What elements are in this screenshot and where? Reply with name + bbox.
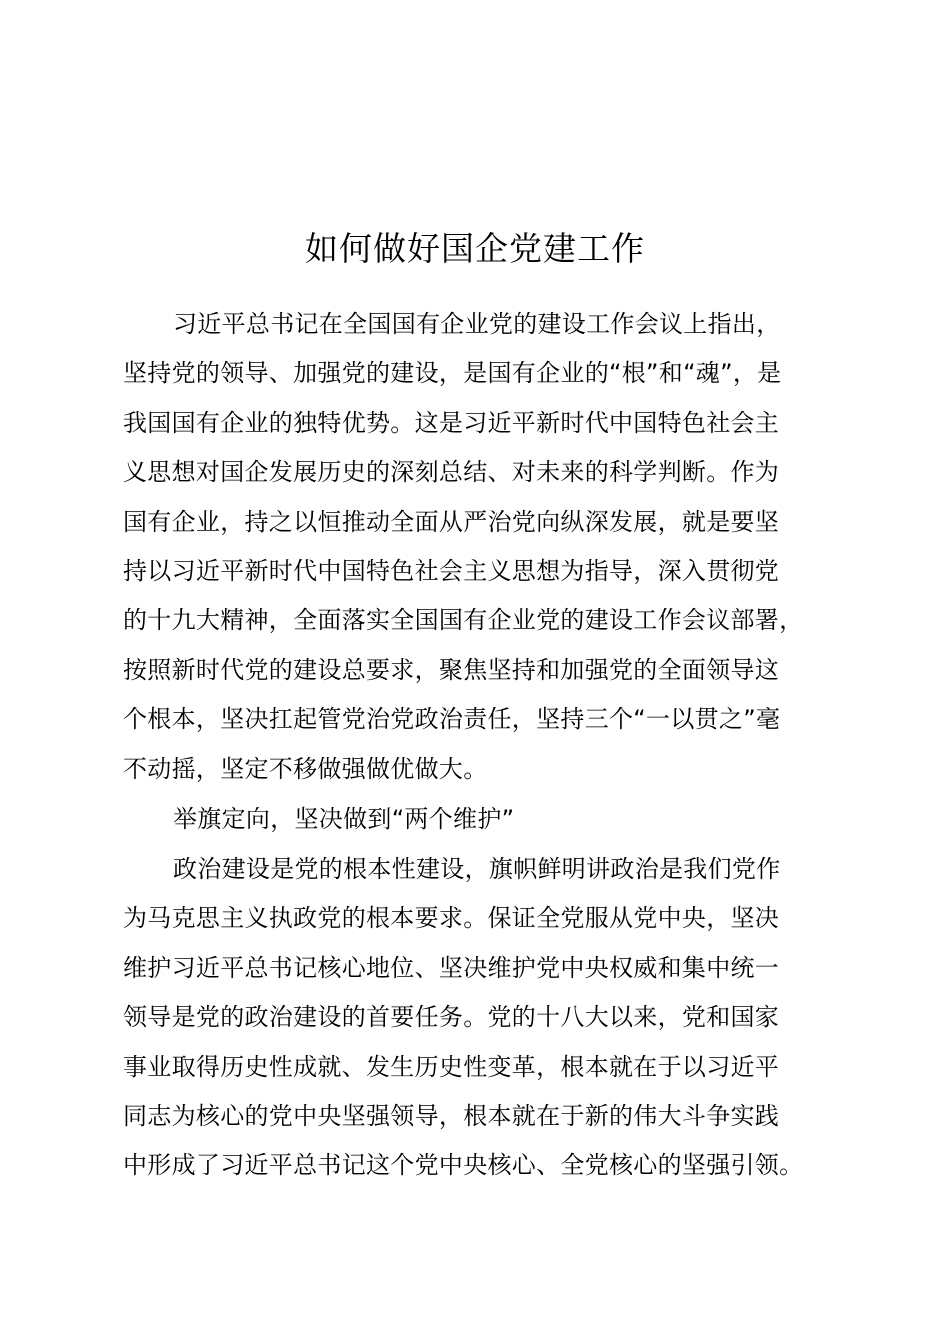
text-line: 坚持党的领导、加强党的建设，是国有企业的“根”和“魂”，是 (123, 359, 782, 388)
paragraph-intro (123, 300, 835, 794)
text-line: 持以习近平新时代中国特色社会主义思想为指导，深入贯彻党 (123, 556, 780, 585)
text-line: 同志为核心的党中央坚强领导，根本就在于新的伟大斗争实践 (123, 1101, 780, 1130)
text-line: 不动摇，坚定不移做强做优做大。 (123, 754, 488, 783)
text-line: 义思想对国企发展历史的深刻总结、对未来的科学判断。作为 (123, 458, 780, 487)
text-line: 个根本，坚决扛起管党治党政治责任，坚持三个“一以贯之”毫 (123, 705, 781, 734)
text-line: 国有企业，持之以恒推动全面从严治党向纵深发展，就是要坚 (123, 507, 780, 536)
text-line: 维护习近平总书记核心地位、坚决维护党中央权威和集中统一 (123, 953, 780, 982)
text-line: 为马克思主义执政党的根本要求。保证全党服从党中央，坚决 (123, 904, 780, 933)
text-line: 我国国有企业的独特优势。这是习近平新时代中国特色社会主 (123, 408, 780, 437)
document-title: 如何做好国企党建工作 (305, 229, 645, 268)
paragraph-political-building (123, 845, 835, 1191)
text-line: 习近平总书记在全国国有企业党的建设工作会议上指出， (173, 310, 781, 338)
section-heading (123, 795, 835, 844)
text-line: 事业取得历史性成就、发生历史性变革，根本就在于以习近平 (123, 1052, 780, 1081)
text-line: 中形成了习近平总书记这个党中央核心、全党核心的坚强引领。 (123, 1151, 804, 1180)
text-line: 政治建设是党的根本性建设，旗帜鲜明讲政治是我们党作 (173, 855, 781, 883)
text-line: 按照新时代党的建设总要求，聚焦坚持和加强党的全面领导这 (123, 655, 780, 684)
text-line: 的十九大精神，全面落实全国国有企业党的建设工作会议部署， (123, 606, 804, 635)
text-line: 领导是党的政治建设的首要任务。党的十八大以来，党和国家 (123, 1003, 780, 1032)
section-heading-text: 举旗定向，坚决做到“两个维护” (173, 805, 515, 833)
